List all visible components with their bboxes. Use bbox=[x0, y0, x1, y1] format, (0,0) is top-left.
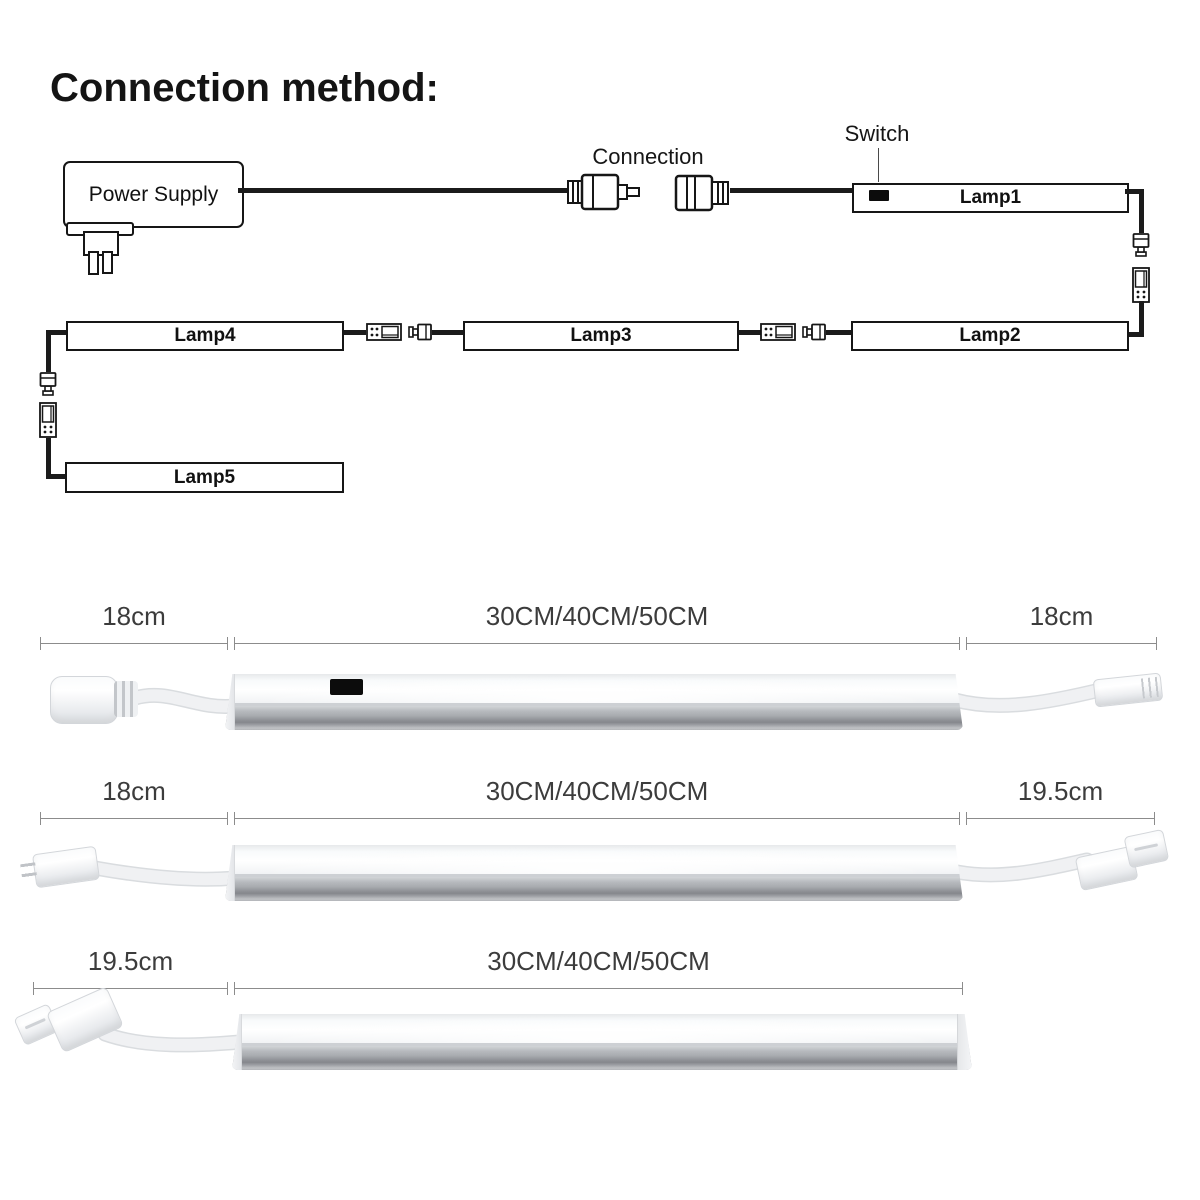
wall-plug-prong bbox=[88, 251, 99, 275]
lamp-endcap bbox=[957, 1014, 972, 1070]
connector-plug-male-icon bbox=[408, 323, 432, 341]
lamp3-label: Lamp3 bbox=[570, 325, 632, 346]
link-cable bbox=[952, 850, 1092, 890]
connector-socket-female-icon bbox=[1132, 267, 1150, 303]
lamp-aluminum-channel bbox=[225, 877, 963, 901]
page-title: Connection method: bbox=[50, 66, 439, 110]
schematic-wire bbox=[432, 330, 463, 335]
schematic-lamp2 bbox=[851, 321, 1129, 351]
dc-barrel-plug-male-icon bbox=[566, 170, 642, 214]
dc-jack-ribs bbox=[114, 681, 138, 717]
lamp2-label: Lamp2 bbox=[959, 325, 1021, 346]
connector-plug-male-icon bbox=[802, 323, 826, 341]
lamp5-label: Lamp5 bbox=[173, 466, 236, 488]
dimension-row1-left bbox=[40, 601, 228, 650]
schematic-wire bbox=[1139, 189, 1144, 233]
schematic-wire bbox=[238, 188, 568, 193]
connector-plug-male-icon bbox=[1132, 233, 1150, 257]
schematic-switch-rect bbox=[869, 190, 889, 201]
schematic-wire bbox=[46, 438, 51, 479]
dc-jack-female-icon bbox=[674, 174, 732, 212]
connector-plug-male-icon bbox=[39, 372, 57, 396]
dimension-label: 18cm bbox=[1029, 601, 1094, 631]
lamp-bar-photo-3 bbox=[232, 1014, 972, 1070]
schematic-wire bbox=[730, 188, 852, 193]
dimension-row3-left bbox=[33, 946, 228, 995]
dimension-label: 19.5cm bbox=[1017, 776, 1104, 806]
dimension-label: 19.5cm bbox=[87, 946, 174, 976]
connector-notches bbox=[1141, 677, 1159, 699]
lamp-bar-photo-2 bbox=[225, 845, 963, 901]
schematic-lamp4 bbox=[66, 321, 344, 351]
schematic-wire bbox=[46, 474, 66, 479]
power-cable bbox=[130, 680, 240, 720]
dimension-row2-middle bbox=[234, 776, 960, 825]
link-cable bbox=[90, 856, 240, 896]
dimension-row1-right bbox=[966, 601, 1157, 650]
connector-prongs bbox=[20, 862, 37, 882]
dimension-label: 18cm bbox=[102, 601, 166, 631]
connector-socket-female-icon bbox=[760, 323, 796, 341]
plug-slot bbox=[25, 1018, 46, 1030]
lamp4-label: Lamp4 bbox=[174, 325, 236, 346]
lamp-sensor-switch bbox=[330, 679, 363, 695]
dimension-row2-left bbox=[40, 776, 228, 825]
link-cable bbox=[950, 680, 1105, 720]
lamp1-label: Lamp1 bbox=[959, 187, 1022, 208]
dimension-row2-right bbox=[966, 776, 1155, 825]
dimension-label: 30CM/40CM/50CM bbox=[487, 946, 710, 976]
schematic-wire bbox=[826, 330, 851, 335]
schematic-wire bbox=[46, 330, 51, 372]
wall-plug-prong bbox=[102, 251, 113, 274]
dimension-row1-middle bbox=[234, 601, 960, 650]
dimension-label: 30CM/40CM/50CM bbox=[485, 601, 709, 631]
plug-connector bbox=[1072, 827, 1172, 891]
switch-annotation: Switch bbox=[844, 121, 910, 146]
dimension-label: 18cm bbox=[102, 776, 166, 806]
power-supply-box bbox=[63, 161, 244, 228]
schematic-lamp1 bbox=[852, 183, 1129, 213]
lamp-bar-photo-1 bbox=[225, 674, 963, 730]
link-connector bbox=[1093, 673, 1164, 708]
plug-head bbox=[1124, 829, 1170, 869]
dc-jack-connector bbox=[50, 676, 118, 724]
lamp-diffuser bbox=[225, 845, 963, 874]
lamp-aluminum-channel bbox=[225, 706, 963, 730]
lamp-aluminum-channel bbox=[232, 1046, 972, 1070]
dimension-row3-middle bbox=[234, 946, 963, 995]
dimension-label: 30CM/40CM/50CM bbox=[485, 776, 709, 806]
connector-socket-female-icon bbox=[366, 323, 402, 341]
power-supply-label: Power Supply bbox=[88, 182, 219, 206]
plug-slot bbox=[1134, 843, 1158, 851]
schematic-lamp3 bbox=[463, 321, 739, 351]
schematic-wire bbox=[735, 330, 762, 335]
switch-leader-line bbox=[878, 148, 879, 182]
schematic-lamp5 bbox=[65, 462, 344, 493]
connection-annotation: Connection bbox=[592, 144, 704, 169]
lamp-diffuser bbox=[232, 1014, 972, 1043]
connector-socket-female-icon bbox=[39, 402, 57, 438]
